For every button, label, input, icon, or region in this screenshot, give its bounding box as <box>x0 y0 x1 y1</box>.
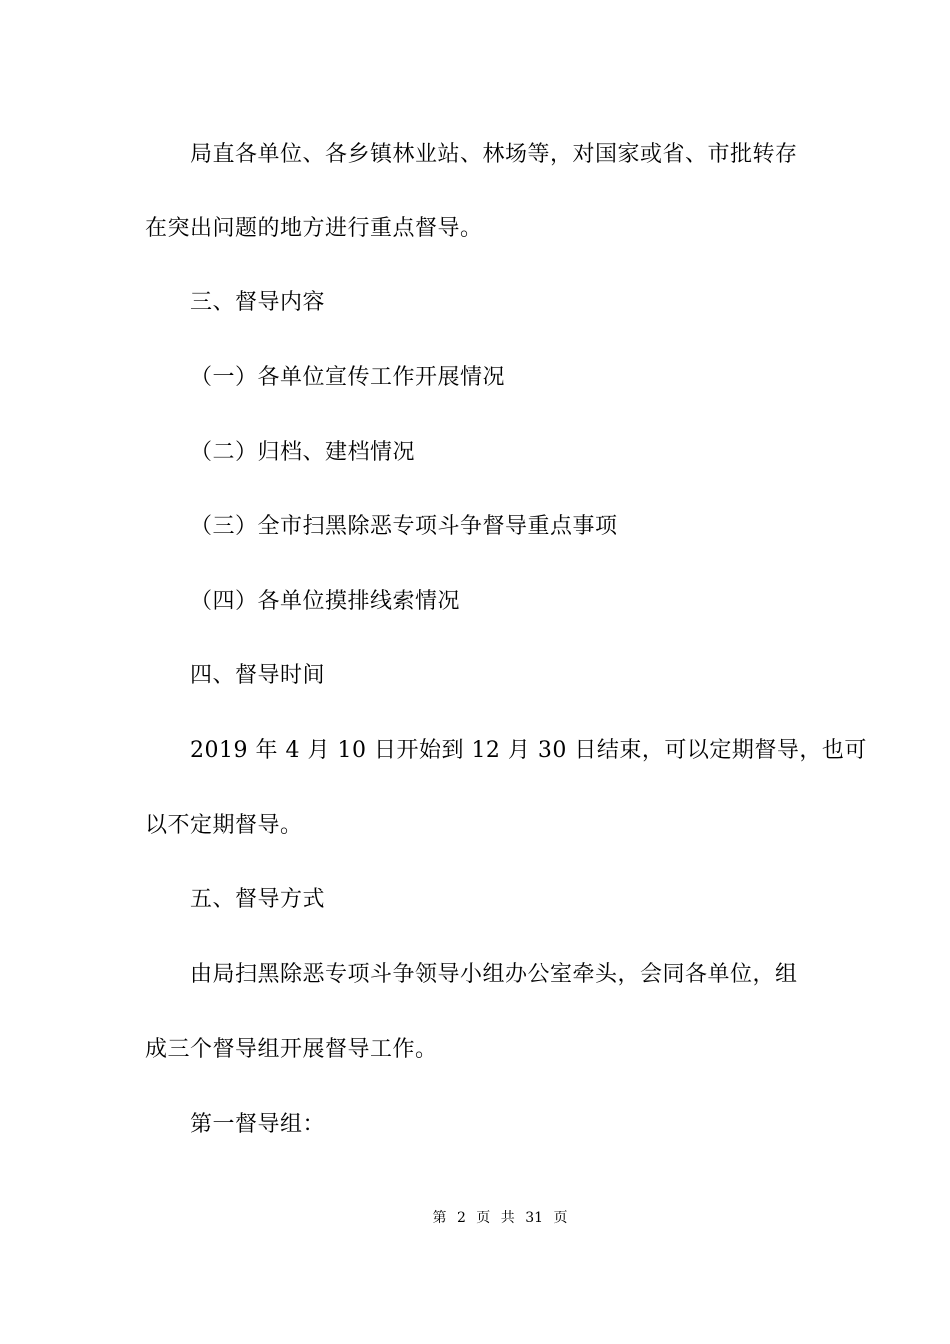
section-heading: 三、督导内容 <box>190 290 326 315</box>
paragraph-line: 2019 年 4 月 10 日开始到 12 月 30 日结束，可以定期督导，也可 <box>190 738 867 763</box>
list-item: （一）各单位宣传工作开展情况 <box>190 365 506 390</box>
paragraph-line: 成三个督导组开展督导工作。 <box>145 1037 438 1062</box>
list-item: （三）全市扫黑除恶专项斗争督导重点事项 <box>190 514 618 539</box>
paragraph-line: 在突出问题的地方进行重点督导。 <box>145 216 483 241</box>
paragraph-line: 由局扫黑除恶专项斗争领导小组办公室牵头，会同各单位，组 <box>190 962 798 987</box>
list-item: （四）各单位摸排线索情况 <box>190 589 461 614</box>
section-heading: 五、督导方式 <box>190 887 326 912</box>
paragraph-line: 以不定期督导。 <box>145 813 303 838</box>
page-number-footer: 第 2 页 共 31 页 <box>432 1210 568 1226</box>
paragraph-line: 局直各单位、各乡镇林业站、林场等，对国家或省、市批转存 <box>190 142 798 167</box>
list-item: （二）归档、建档情况 <box>190 440 416 465</box>
section-heading: 四、督导时间 <box>190 663 326 688</box>
subsection-heading: 第一督导组： <box>190 1112 326 1137</box>
